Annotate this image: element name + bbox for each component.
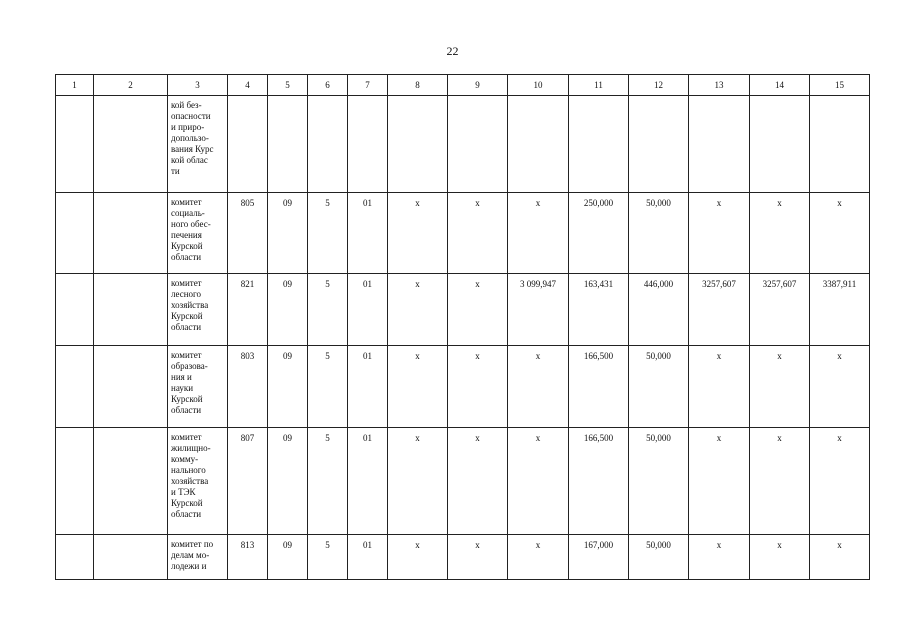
value-cell: х [750, 193, 810, 274]
column-header: 2 [94, 75, 168, 96]
recipient-name-line: комитет [171, 278, 202, 288]
value-cell: 3 099,947 [508, 274, 569, 346]
value-cell [810, 96, 870, 193]
recipient-name-line: хозяйства [171, 476, 209, 486]
empty-cell [94, 428, 168, 535]
empty-cell [56, 346, 94, 428]
recipient-name-line: области [171, 509, 202, 519]
value-cell: 50,000 [629, 193, 689, 274]
value-cell: х [448, 428, 508, 535]
value-cell: 821 [228, 274, 268, 346]
empty-cell [94, 535, 168, 580]
recipient-name-line: хозяйства [171, 300, 209, 310]
recipient-name-line: вания Курс [171, 144, 214, 154]
recipient-name-line: опасности [171, 111, 211, 121]
recipient-name-line: лесного [171, 289, 201, 299]
recipient-name-line: и ТЭК [171, 487, 196, 497]
budget-table [55, 74, 870, 580]
column-header: 4 [228, 75, 268, 96]
value-cell: 5 [308, 274, 348, 346]
header-row [56, 75, 870, 96]
recipient-name-line: Курской [171, 241, 203, 251]
value-cell: х [448, 274, 508, 346]
recipient-name-cell [168, 96, 228, 193]
recipient-name-line: допользо- [171, 133, 209, 143]
column-header: 15 [810, 75, 870, 96]
recipient-name-line: ния и [171, 372, 192, 382]
value-cell: 163,431 [569, 274, 629, 346]
value-cell: 01 [348, 274, 388, 346]
value-cell: 5 [308, 535, 348, 580]
recipient-name-cell [168, 535, 228, 580]
value-cell: 805 [228, 193, 268, 274]
page-number: 22 [446, 44, 459, 58]
value-cell: х [508, 346, 569, 428]
column-header: 11 [569, 75, 629, 96]
value-cell [689, 96, 750, 193]
value-cell [348, 96, 388, 193]
empty-cell [94, 346, 168, 428]
value-cell: 50,000 [629, 428, 689, 535]
empty-cell [94, 274, 168, 346]
column-header: 6 [308, 75, 348, 96]
value-cell: х [388, 193, 448, 274]
recipient-name-line: комитет по [171, 539, 214, 549]
recipient-name-line: жилищно- [171, 443, 211, 453]
recipient-name-line: ти [171, 166, 180, 176]
value-cell [388, 96, 448, 193]
value-cell: 01 [348, 193, 388, 274]
recipient-name-line: Курской [171, 394, 203, 404]
value-cell: х [448, 193, 508, 274]
value-cell: 250,000 [569, 193, 629, 274]
empty-cell [94, 193, 168, 274]
value-cell: 803 [228, 346, 268, 428]
value-cell: х [388, 346, 448, 428]
column-header: 1 [56, 75, 94, 96]
value-cell: х [810, 535, 870, 580]
recipient-name-line: печения [171, 230, 202, 240]
value-cell [629, 96, 689, 193]
value-cell: х [810, 193, 870, 274]
column-header: 12 [629, 75, 689, 96]
value-cell: х [448, 346, 508, 428]
value-cell: х [388, 428, 448, 535]
empty-cell [56, 535, 94, 580]
recipient-name-line: делам мо- [171, 550, 210, 560]
column-header: 7 [348, 75, 388, 96]
column-header: 13 [689, 75, 750, 96]
column-header: 8 [388, 75, 448, 96]
table-body [56, 75, 870, 580]
recipient-name-line: и приро- [171, 122, 205, 132]
value-cell: 09 [268, 428, 308, 535]
recipient-name-cell [168, 193, 228, 274]
value-cell: 3257,607 [689, 274, 750, 346]
value-cell: 09 [268, 193, 308, 274]
value-cell: 5 [308, 428, 348, 535]
value-cell: 5 [308, 346, 348, 428]
recipient-name-line: кой без- [171, 100, 202, 110]
value-cell: 01 [348, 535, 388, 580]
empty-cell [56, 193, 94, 274]
table-row [56, 346, 870, 428]
empty-cell [56, 274, 94, 346]
empty-cell [56, 96, 94, 193]
recipient-name-line: образова- [171, 361, 208, 371]
value-cell: 09 [268, 274, 308, 346]
value-cell: х [508, 193, 569, 274]
value-cell: х [750, 535, 810, 580]
value-cell: х [388, 274, 448, 346]
value-cell: х [689, 346, 750, 428]
value-cell: х [388, 535, 448, 580]
value-cell: 3257,607 [750, 274, 810, 346]
recipient-name-line: комму- [171, 454, 199, 464]
value-cell: 3387,911 [810, 274, 870, 346]
recipient-name-line: комитет [171, 197, 202, 207]
value-cell: 50,000 [629, 346, 689, 428]
value-cell: х [448, 535, 508, 580]
value-cell [308, 96, 348, 193]
recipient-name-line: лодежи и [171, 561, 207, 571]
table-row [56, 96, 870, 193]
column-header: 10 [508, 75, 569, 96]
value-cell [268, 96, 308, 193]
value-cell [569, 96, 629, 193]
column-header: 3 [168, 75, 228, 96]
value-cell: 807 [228, 428, 268, 535]
table-row [56, 274, 870, 346]
recipient-name-line: области [171, 322, 202, 332]
value-cell: 5 [308, 193, 348, 274]
table-row [56, 535, 870, 580]
recipient-name-line: нального [171, 465, 206, 475]
value-cell [228, 96, 268, 193]
value-cell: 166,500 [569, 428, 629, 535]
recipient-name-line: науки [171, 383, 194, 393]
recipient-name-cell [168, 346, 228, 428]
recipient-name-line: Курской [171, 498, 203, 508]
value-cell [508, 96, 569, 193]
value-cell [448, 96, 508, 193]
value-cell: х [689, 428, 750, 535]
recipient-name-cell [168, 274, 228, 346]
value-cell: 09 [268, 346, 308, 428]
value-cell: х [689, 535, 750, 580]
value-cell: х [750, 346, 810, 428]
value-cell: 01 [348, 428, 388, 535]
recipient-name-line: кой облас [171, 155, 208, 165]
value-cell: 167,000 [569, 535, 629, 580]
value-cell: 50,000 [629, 535, 689, 580]
empty-cell [56, 428, 94, 535]
value-cell [750, 96, 810, 193]
value-cell: х [810, 346, 870, 428]
empty-cell [94, 96, 168, 193]
value-cell: 166,500 [569, 346, 629, 428]
recipient-name-line: Курской [171, 311, 203, 321]
table-row [56, 193, 870, 274]
value-cell: х [508, 535, 569, 580]
recipient-name-line: области [171, 252, 202, 262]
recipient-name-line: комитет [171, 350, 202, 360]
recipient-name-line: комитет [171, 432, 202, 442]
value-cell: 813 [228, 535, 268, 580]
recipient-name-line: ного обес- [171, 219, 211, 229]
column-header: 5 [268, 75, 308, 96]
value-cell: х [810, 428, 870, 535]
recipient-name-cell [168, 428, 228, 535]
recipient-name-line: области [171, 405, 202, 415]
column-header: 14 [750, 75, 810, 96]
value-cell: х [508, 428, 569, 535]
recipient-name-line: социаль- [171, 208, 205, 218]
value-cell: х [689, 193, 750, 274]
value-cell: 01 [348, 346, 388, 428]
value-cell: х [750, 428, 810, 535]
table-row [56, 428, 870, 535]
value-cell: 446,000 [629, 274, 689, 346]
column-header: 9 [448, 75, 508, 96]
value-cell: 09 [268, 535, 308, 580]
